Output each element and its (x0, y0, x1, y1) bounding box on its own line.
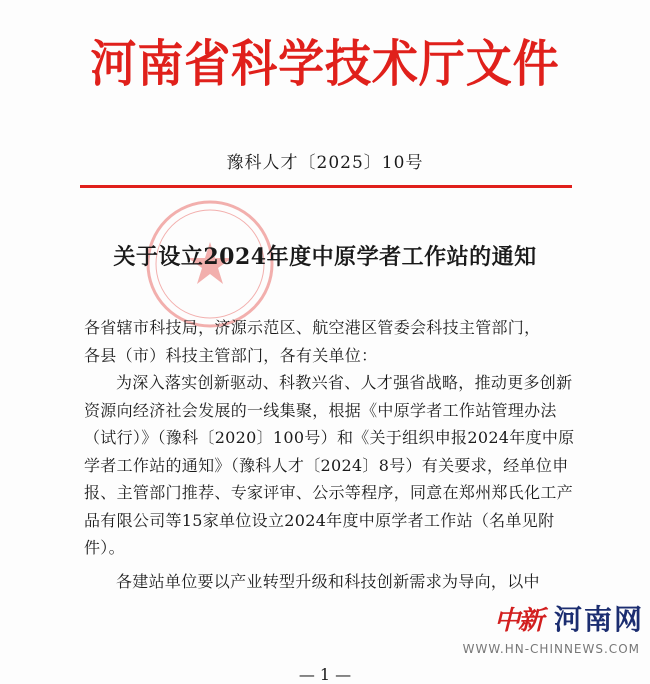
document-number: 豫科人才〔2025〕10号 (226, 153, 424, 173)
watermark-brand-hn: 河南网 (553, 603, 644, 636)
red-header-rule (80, 185, 572, 188)
addressee-line: 各县（市）科技主管部门，各有关单位： (84, 345, 378, 365)
issuing-organization-title: 河南省科学技术厅文件 (90, 34, 560, 93)
watermark-brand-zx: 中新 (493, 605, 542, 636)
body-paragraph: 各建站单位要以产业转型升级和科技创新需求为导向，以中 (116, 571, 540, 591)
watermark-url: WWW.HN-CHINNEWS.COM (462, 642, 640, 656)
document-body (84, 314, 578, 595)
news-watermark (494, 598, 644, 638)
addressee-line: 各省辖市科技局，济源示范区、航空港区管委会科技主管部门， (84, 318, 541, 337)
page-number: — 1 — (298, 665, 352, 684)
notice-title: 关于设立2024年度中原学者工作站的通知 (113, 244, 537, 270)
body-paragraph: 为深入落实创新驱动、科教兴省、人才强省战略，推动更多创新资源向经济社会发展的一线集聚，根据《中原学者工作站管理办法（试行）》（豫科〔2020〕100号）和《关于组织申报2024年度中原学者工作站的通知》（豫科人才〔2024〕8号）有关要求，经单位申报、主管部门推荐、专家评审、公示等程序，同意在郑州郑氏化工产品有限公司等15家单位设立2024年度中原学者工作站（名单见附件）。 (84, 373, 575, 557)
